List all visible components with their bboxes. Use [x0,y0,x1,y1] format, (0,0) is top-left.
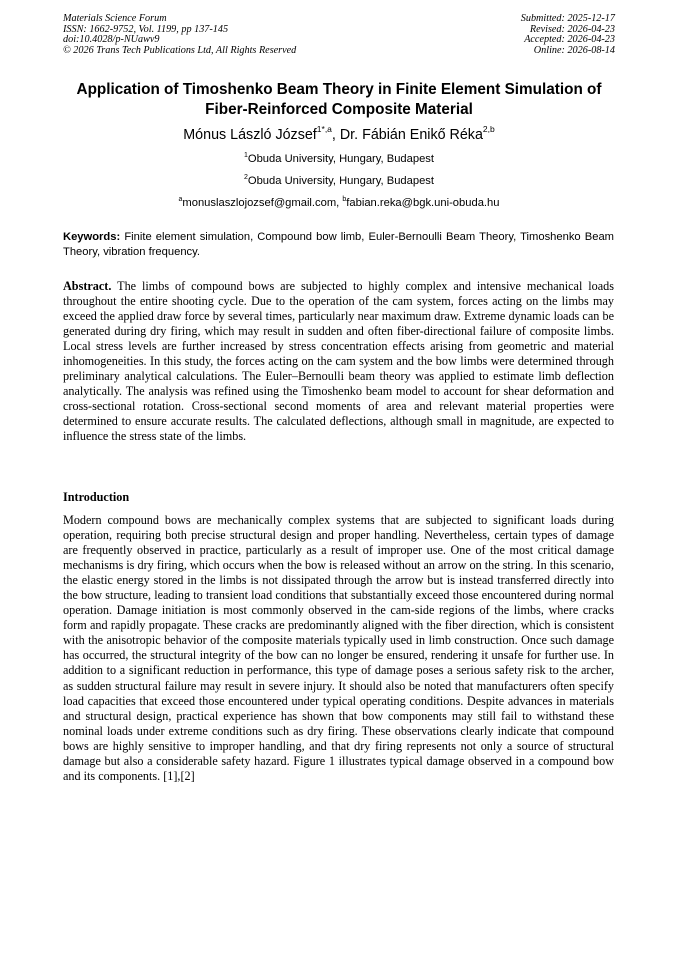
keywords-section [63,230,614,259]
affiliation-2-text: Obuda University, Hungary, Budapest [247,175,435,187]
author-list [0,126,678,144]
abstract-text: The limbs of compound bows are subjected to highly complex and intensive mechanical loads throughout the entire shooting cycle. Due to the operation of the cam system, forces acting on the limbs may exceed the applied draw force by several times, particularly near maximum draw. Extreme dynamic loads can be generated during dry firing, which may result in sudden and often fiber-directional failure of composite limbs. Local stress levels are further increased by stress concentration effects arising from geometric and material inhomogeneities. In this study, the forces acting on the cam system and the bow limbs were determined through preliminary analytical calculations. The Euler–Bernoulli beam theory was applied to estimate limb deflection analytically. The analysis was refined using the Timoshenko beam model to account for shear deformation and cross-sectional rotation. Cross-sectional second moments of area and relevant material properties were determined to ensure accurate results. The calculated deflections, although small in magnitude, are expected to influence the stress state of the limbs. [63,279,614,444]
email-b-marker: b [342,196,347,203]
email-a[interactable]: monuslaszlojozsef@gmail.com, [182,197,343,209]
author-1-affiliation-marker: 1*,a [316,124,332,134]
introduction-heading: Introduction [63,490,130,504]
keywords-text: Finite element simulation, Compound bow limb, Euler-Bernoulli Beam Theory, Timoshenko Beam Theory, vibration frequency. [63,231,614,258]
affiliation-2 [0,174,678,188]
affiliation-1-text: Obuda University, Hungary, Budapest [247,153,435,165]
author-2-affiliation-marker: 2,b [482,124,495,134]
affiliation-2-marker: 2 [243,174,248,181]
date-online: Online: 2026-08-14 [533,44,615,56]
author-separator: , [331,127,340,143]
journal-copyright: © 2026 Trans Tech Publications Ltd, All Rights Reserved [63,44,297,56]
affiliation-1-marker: 1 [243,152,248,159]
abstract-label: Abstract. [63,279,112,293]
abstract-section [63,279,614,445]
journal-doi[interactable]: doi:10.4028/p-NUawv9 [63,34,160,46]
title-line-1: Application of Timoshenko Beam Theory in Finite Element Simulation of [76,81,602,98]
affiliation-1 [0,152,678,166]
author-1: Mónus László József [183,127,317,143]
paper-title [40,80,638,120]
email-a-marker: a [178,196,183,203]
date-revised: Revised: 2026-04-23 [529,23,615,35]
email-b[interactable]: fabian.reka@bgk.uni-obuda.hu [346,197,500,209]
date-submitted: Submitted: 2025-12-17 [520,13,615,24]
date-accepted: Accepted: 2026-04-23 [524,34,615,46]
title-line-2: Fiber-Reinforced Composite Material [205,101,473,118]
publication-dates [521,14,615,56]
author-2: Dr. Fábián Enikő Réka [339,127,483,143]
author-emails [0,196,678,210]
journal-info [63,14,296,56]
journal-name: Materials Science Forum [63,13,167,24]
keywords-label: Keywords: [63,231,121,243]
journal-issn: ISSN: 1662-9752, Vol. 1199, pp 137-145 [63,23,229,35]
introduction-text: Modern compound bows are mechanically complex systems that are subjected to significant loads during operation, requiring both precise structural design and proper handling. Nevertheless, certain types of damage are frequently observed in practice, particularly as a result of improper use. One of the most critical damage mechanisms is dry firing, which occurs when the bow is released without an arrow on the string. In this scenario, the elastic energy stored in the limbs is not dissipated through the arrow but is instead transferred directly into the bow structure, leading to transient load conditions that substantially exceed those encountered during normal operation. Damage initiation is most commonly observed in the cam-side regions of the limbs, where cracks form and rapidly propagate. These cracks are predominantly aligned with the fiber direction, which is consistent with the anisotropic behavior of the composite materials typically used in limb construction. Once such damage has occurred, the structural integrity of the bow can no longer be ensured, rendering it unsafe for further use. In addition to a significant reduction in performance, this type of damage poses a serious safety risk to the archer, as sudden structural failure may result in severe injury. It should also be noted that manufacturers often specify load capacities that exceed those encountered under typical operating conditions. Despite advances in materials and structural design, practical experience has shown that bow components may still fail to withstand these nominal loads under extreme conditions such as dry firing. These observations clearly indicate that compound bows are highly sensitive to improper handling, and that dry firing represents not only a source of structural damage but also a considerable safety hazard. Figure 1 illustrates typical damage observed in a compound bow and its components. [1],[2] [63,513,615,783]
